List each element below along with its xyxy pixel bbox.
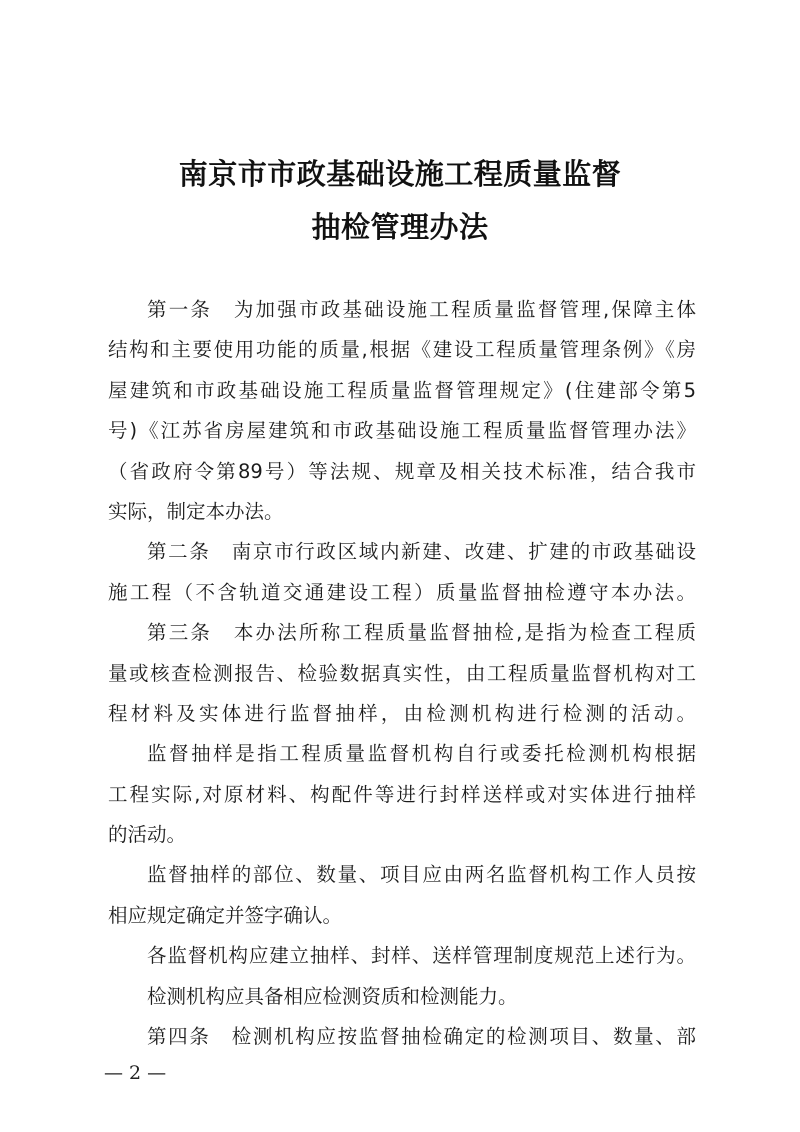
page-number: — 2 — (104, 1062, 167, 1084)
body-line-19: 第四条 检测机构应按监督抽检确定的检测项目、数量、部 (147, 1025, 696, 1049)
body-line-7: 第二条 南京市行政区域内新建、改建、扩建的市政基础设 (147, 540, 696, 564)
body-line-16: 相应规定确定并签字确认。 (108, 903, 343, 927)
body-line-17: 各监督机构应建立抽样、封样、送样管理制度规范上述行为。 (147, 944, 696, 968)
body-line-18: 检测机构应具备相应检测资质和检测能力。 (147, 984, 518, 1008)
body-line-11: 程材料及实体进行监督抽样，由检测机构进行检测的活动。 (108, 701, 696, 725)
body-line-2: 结构和主要使用功能的质量,根据《建设工程质量管理条例》《房 (108, 338, 696, 362)
body-line-15: 监督抽样的部位、数量、项目应由两名监督机构工作人员按 (147, 863, 696, 887)
body-line-4: 号)《江苏省房屋建筑和市政基础设施工程质量监督管理办法》 (108, 419, 696, 443)
body-line-1: 第一条 为加强市政基础设施工程质量监督管理,保障主体 (147, 298, 696, 321)
body-line-8: 施工程（不含轨道交通建设工程）质量监督抽检遵守本办法。 (108, 580, 696, 604)
body-line-14: 的活动。 (108, 823, 187, 847)
document-title-line-2: 抽检管理办法 (311, 210, 489, 244)
body-line-9: 第三条 本办法所称工程质量监督抽检,是指为检查工程质 (147, 621, 696, 645)
document-body (108, 290, 696, 1057)
body-line-12: 监督抽样是指工程质量监督机构自行或委托检测机构根据 (147, 742, 696, 766)
body-line-3: 屋建筑和市政基础设施工程质量监督管理规定》(住建部令第5 (108, 378, 696, 402)
body-line-10: 量或核查检测报告、检验数据真实性，由工程质量监督机构对工 (108, 661, 696, 685)
body-line-5: （省政府令第89号）等法规、规章及相关技术标准，结合我市 (108, 459, 696, 483)
document-title-line-1: 南京市市政基础设施工程质量监督 (178, 157, 622, 191)
body-line-6: 实际，制定本办法。 (108, 499, 284, 523)
body-line-13: 工程实际,对原材料、构配件等进行封样送样或对实体进行抽样 (108, 782, 696, 806)
